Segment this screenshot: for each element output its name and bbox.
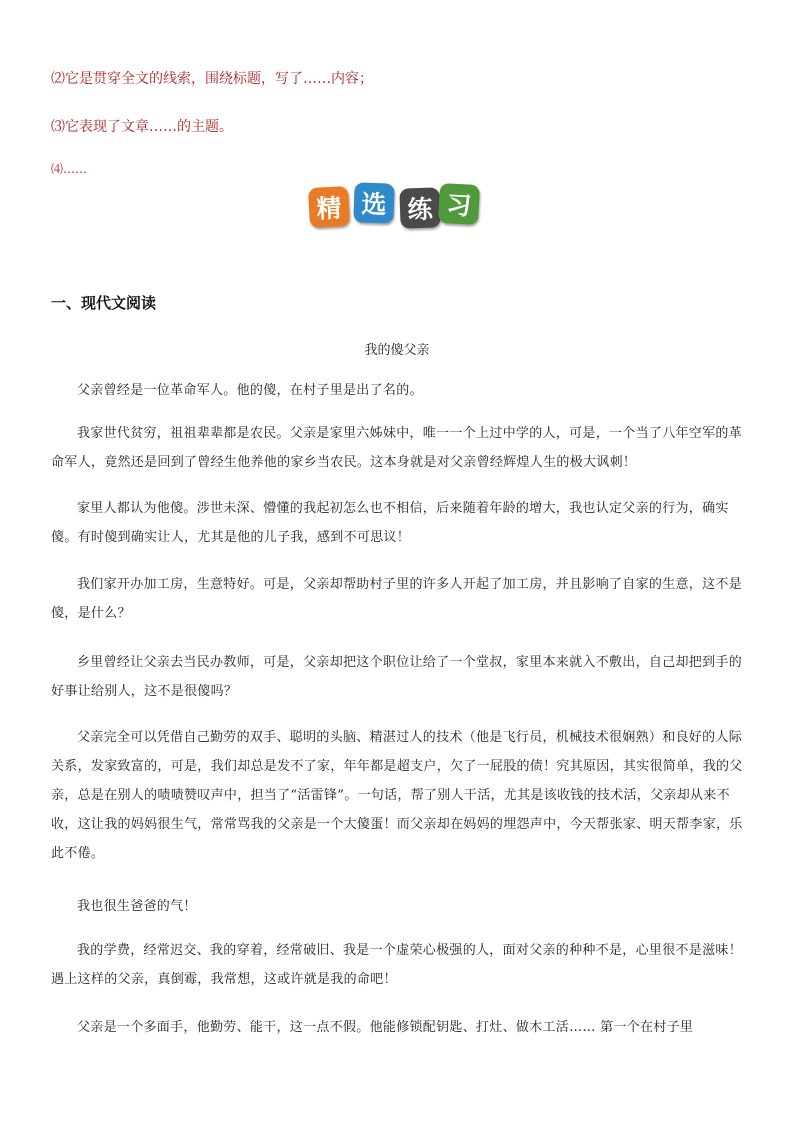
paragraph-4: 我们家开办加工房，生意特好。可是，父亲却帮助村子里的许多人开起了加工房，并且影响了自家的生意，这不是傻，是什么？ <box>51 577 743 621</box>
banner-tile-1: 精 <box>308 186 350 228</box>
paragraph-6: 父亲完全可以凭借自己勤劳的双手、聪明的头脑、精湛过人的技术（他是飞行员，机械技术很娴熟）和良好的人际关系，发家致富的，可是，我们却总是发不了家，年年都是超支户，欠了一屁股的债！究其原因，其实很简单，我的父亲，总是在别人的啧啧赞叹声中，担当了“活雷锋”。一句话，帮了别人干活，尤其是该收钱的技术活，父亲却从来不收，这让我的妈妈很生气，常常骂我的父亲是一个大傻蛋！而父亲却在妈妈的埋怨声中，今天帮张家、明天帮李家，乐此不倦。 <box>51 730 743 861</box>
paragraph-9: 父亲是一个多面手，他勤劳、能干，这一点不假。他能修锁配钥匙、打灶、做木工活…… 第一个在村子里 <box>77 1020 694 1035</box>
practice-banner <box>309 183 489 229</box>
answer-line-2: ⑵它是贯穿全文的线索，围绕标题，写了……内容； <box>51 71 373 87</box>
answer-line-3: ⑶它表现了文章……的主题。 <box>51 119 233 135</box>
paragraph-1: 父亲曾经是一位革命军人。他的傻，在村子里是出了名的。 <box>77 383 423 398</box>
paragraph-5: 乡里曾经让父亲去当民办教师，可是，父亲却把这个职位让给了一个堂叔，家里本来就入不敷出，自己却把到手的好事让给别人，这不是很傻吗？ <box>51 655 743 699</box>
section-heading: 一、现代文阅读 <box>51 294 157 312</box>
answer-line-4: ⑷…… <box>51 162 88 176</box>
banner-tile-2: 选 <box>353 182 394 223</box>
paragraph-8: 我的学费，经常迟交、我的穿着，经常破旧、我是一个虚荣心极强的人，面对父亲的种种不是，心里很不是滋味！遇上这样的父亲，真倒霉，我常想，这或许就是我的命吧！ <box>51 943 743 987</box>
banner-tile-3: 练 <box>399 187 440 228</box>
paragraph-2: 我家世代贫穷，祖祖辈辈都是农民。父亲是家里六姊妹中，唯一一个上过中学的人，可是，一个当了八年空军的革命军人，竟然还是回到了曾经生他养他的家乡当农民。这本身就是对父亲曾经辉煌人生的极大讽刺！ <box>51 426 743 470</box>
paragraph-3: 家里人都认为他傻。涉世未深、懵懂的我起初怎么也不相信，后来随着年龄的增大，我也认定父亲的行为，确实傻。有时傻到确实让人，尤其是他的儿子我，感到不可思议！ <box>51 501 729 545</box>
article-title: 我的傻父亲 <box>364 343 430 358</box>
banner-tile-4: 习 <box>438 183 480 225</box>
paragraph-7: 我也很生爸爸的气！ <box>77 899 197 914</box>
